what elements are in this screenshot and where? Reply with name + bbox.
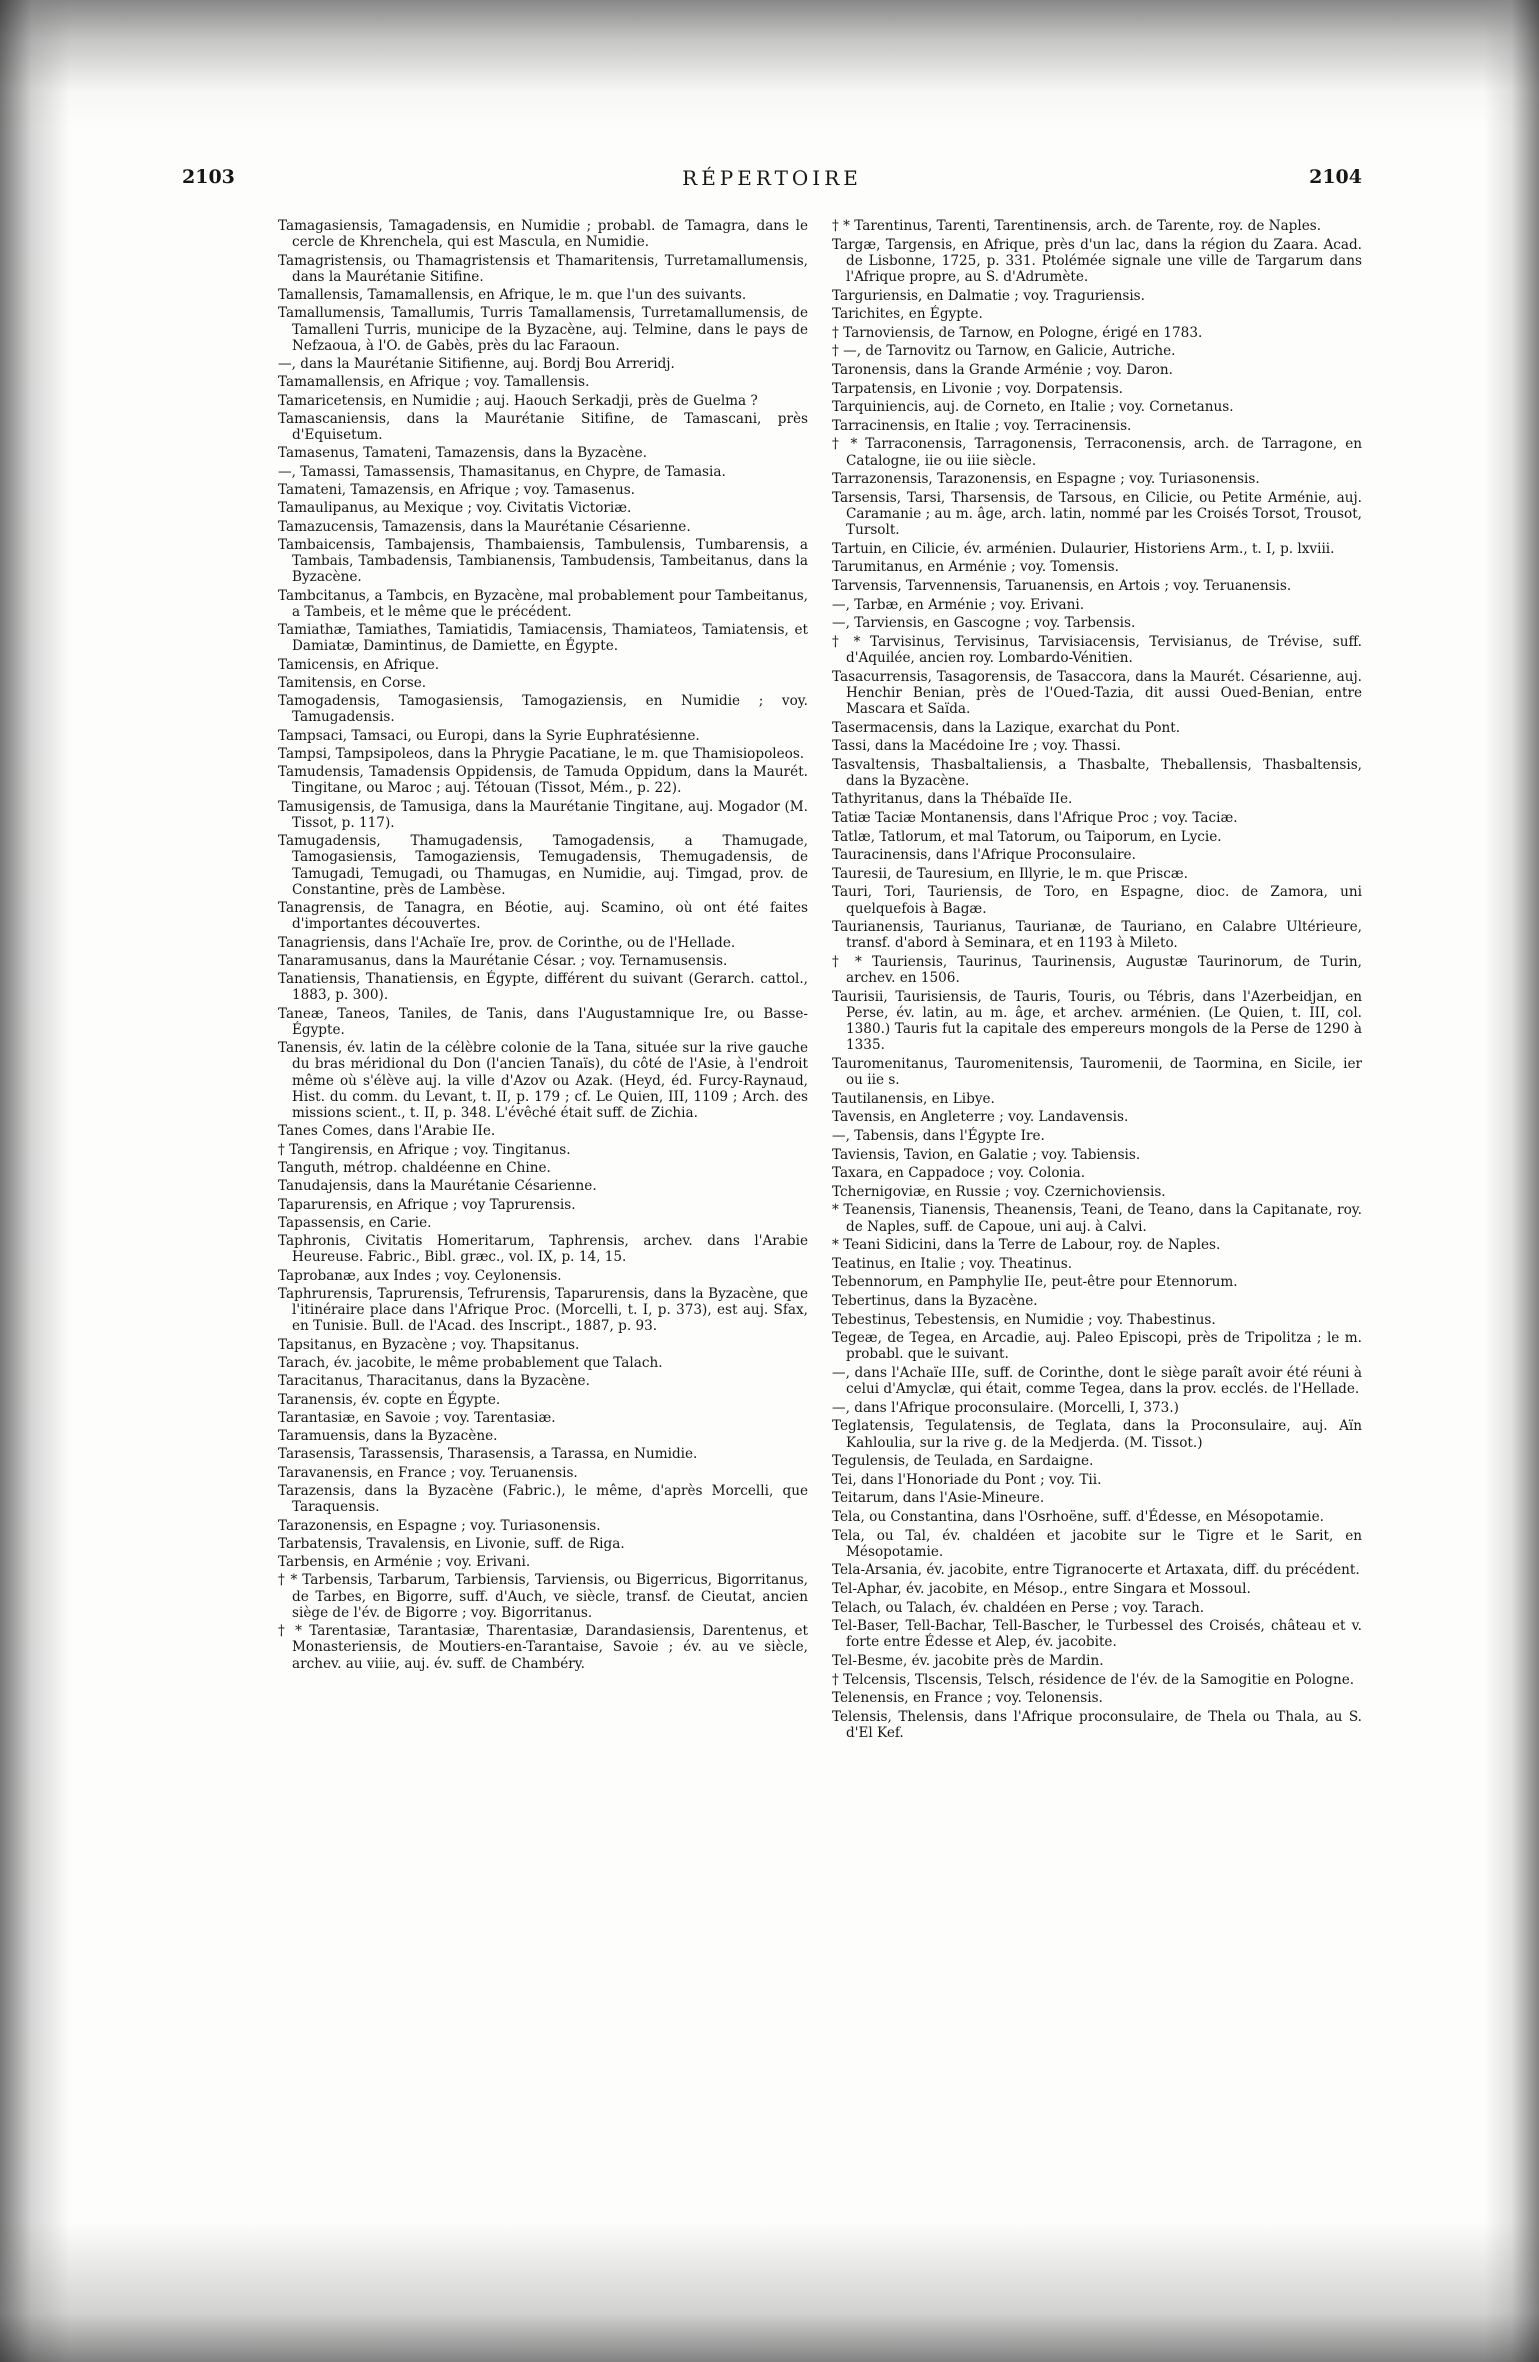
index-entry: Tchernigoviæ, en Russie ; voy. Czernichoviensis.: [832, 1183, 1166, 1200]
index-entry: Tel-Besme, év. jacobite près de Mardin.: [832, 1652, 1104, 1669]
index-entry: † * Tarraconensis, Tarragonensis, Terraconensis, arch. de Tarragone, en Catalogne, iie ou iiie siècle.: [832, 436, 1362, 469]
index-entry: Tarazensis, dans la Byzacène (Fabric.), le même, d'après Morcelli, que Taraquensis.: [278, 1483, 808, 1516]
index-entry: † * Tarvisinus, Tervisinus, Tarvisiacensis, Tervisianus, de Trévise, suff. d'Aquilée, ancien roy. Lombardo-Vénitien.: [832, 633, 1362, 666]
index-entry: Tatlæ, Tatlorum, et mal Tatorum, ou Taiporum, en Lycie.: [832, 828, 1222, 845]
page-header: [182, 166, 1362, 196]
index-entry: Tamogadensis, Tamogasiensis, Tamogaziensis, en Numidie ; voy. Tamugadensis.: [278, 693, 808, 726]
index-entry: Tebestinus, Tebestensis, en Numidie ; voy. Thabestinus.: [832, 1311, 1216, 1328]
scan-noise-right: [1484, 0, 1539, 2362]
index-entry: Tarasensis, Tarassensis, Tharasensis, a Tarassa, en Numidie.: [278, 1446, 698, 1463]
index-entry: † Tangirensis, en Afrique ; voy. Tingitanus.: [278, 1141, 571, 1158]
index-entry: † * Tarentasiæ, Tarantasiæ, Tharentasiæ, Darandasiensis, Darentenus, et Monasteriensis, de Moutiers-en-Tarantaise, Savoie ; év. au ve siècle, archev. au viiie, auj. év. suff. de Chambéry.: [278, 1623, 808, 1672]
index-entry: —, Tarviensis, en Gascogne ; voy. Tarbensis.: [832, 615, 1136, 632]
index-entry: Tauromenitanus, Tauromenitensis, Tauromenii, de Taormina, en Sicile, ier ou iie s.: [832, 1056, 1362, 1089]
index-entry: Tela-Arsania, év. jacobite, entre Tigranocerte et Artaxata, diff. du précédent.: [832, 1562, 1360, 1579]
index-entry: Taphronis, Civitatis Homeritarum, Taphrensis, archev. dans l'Arabie Heureuse. Fabric., Bibl. græc., vol. IX, p. 14, 15.: [278, 1233, 808, 1266]
index-entry: Tela, ou Tal, év. chaldéen et jacobite sur le Tigre et le Sarit, en Mésopotamie.: [832, 1527, 1362, 1560]
index-entry: Telach, ou Talach, év. chaldéen en Perse ; voy. Tarach.: [832, 1599, 1205, 1616]
index-entry: Tegulensis, de Teulada, en Sardaigne.: [832, 1453, 1094, 1470]
index-entry: Taviensis, Tavion, en Galatie ; voy. Tabiensis.: [832, 1146, 1141, 1163]
index-entry: Tamitensis, en Corse.: [278, 674, 427, 691]
page-number-right: 2104: [1309, 166, 1362, 188]
index-entry: Tamudensis, Tamadensis Oppidensis, de Tamuda Oppidum, dans la Maurét. Tingitane, ou Maroc ; auj. Tétouan (Tissot, Mém., p. 22).: [278, 764, 808, 797]
index-entry: Tauri, Tori, Tauriensis, de Toro, en Espagne, dioc. de Zamora, uni quelquefois à Bagæ.: [832, 884, 1362, 917]
index-entry: Taprobanæ, aux Indes ; voy. Ceylonensis.: [278, 1267, 562, 1284]
index-entry: Tampsaci, Tamsaci, ou Europi, dans la Syrie Euphratésienne.: [278, 727, 700, 744]
index-entry: † * Tarentinus, Tarenti, Tarentinensis, arch. de Tarente, roy. de Naples.: [832, 218, 1322, 234]
index-entry: Tanes Comes, dans l'Arabie IIe.: [278, 1123, 496, 1140]
index-entry: Tasacurrensis, Tasagorensis, de Tasaccora, dans la Maurét. Césarienne, auj. Henchir Benian, près de l'Oued-Tazia, dit aussi Oued-Benian, entre Mascara et Saïda.: [832, 668, 1362, 717]
index-entry: Tamiathæ, Tamiathes, Tamiatidis, Tamiacensis, Thamiateos, Tamiatensis, et Damiatæ, Damintinus, de Damiette, en Égypte.: [278, 622, 808, 655]
index-entry: Tanudajensis, dans la Maurétanie Césarienne.: [278, 1178, 597, 1195]
index-entry: Tamaricetensis, en Numidie ; auj. Haouch Serkadji, près de Guelma ?: [278, 392, 758, 409]
index-entry: Tanguth, métrop. chaldéenne en Chine.: [278, 1159, 551, 1176]
index-entry: Tatiæ Taciæ Montanensis, dans l'Afrique Proc ; voy. Taciæ.: [832, 810, 1238, 827]
index-entry: Tasvaltensis, Thasbaltaliensis, a Thasbalte, Theballensis, Thasbaltensis, dans la Byzacène.: [832, 756, 1362, 789]
index-entry: Tei, dans l'Honoriade du Pont ; voy. Tii.: [832, 1471, 1102, 1488]
scan-noise-left: [0, 0, 70, 2362]
index-entry: * Teanensis, Tianensis, Theanensis, Teani, de Teano, dans la Capitanate, roy. de Naples, suff. de Capoue, uni auj. à Calvi.: [832, 1202, 1362, 1235]
index-entry: Tamagristensis, ou Thamagristensis et Thamaritensis, Turretamallumensis, dans la Maurétanie Sitifine.: [278, 252, 808, 285]
index-entry: Tel-Aphar, év. jacobite, en Mésop., entre Singara et Mossoul.: [832, 1580, 1251, 1597]
index-entry: Tamaulipanus, au Mexique ; voy. Civitatis Victoriæ.: [278, 500, 632, 517]
index-entry: Tamicensis, en Afrique.: [278, 656, 440, 673]
index-entry: Tanaramusanus, dans la Maurétanie César. ; voy. Ternamusensis.: [278, 952, 728, 969]
index-entry: Tanagriensis, dans l'Achaïe Ire, prov. de Corinthe, ou de l'Hellade.: [278, 934, 736, 951]
index-entry: Tasermacensis, dans la Lazique, exarchat du Pont.: [832, 719, 1181, 736]
index-entry: Tarbatensis, Travalensis, en Livonie, suff. de Riga.: [278, 1535, 625, 1552]
index-entry: Tarpatensis, en Livonie ; voy. Dorpatensis.: [832, 380, 1124, 397]
index-entry: Tapassensis, en Carie.: [278, 1214, 432, 1231]
index-entry: —, Tamassi, Tamassensis, Thamasitanus, en Chypre, de Tamasia.: [278, 463, 726, 480]
index-entry: —, Tarbæ, en Arménie ; voy. Erivani.: [832, 596, 1085, 613]
index-entry: Tarach, év. jacobite, le même probablement que Talach.: [278, 1354, 663, 1371]
index-entry: * Teani Sidicini, dans la Terre de Labour, roy. de Naples.: [832, 1237, 1221, 1254]
index-entry: Tamasenus, Tamateni, Tamazensis, dans la Byzacène.: [278, 445, 647, 462]
index-entry: Tassi, dans la Macédoine Ire ; voy. Thassi.: [832, 738, 1121, 755]
scan-noise-top: [0, 0, 1539, 130]
index-entry: —, dans l'Afrique proconsulaire. (Morcelli, I, 373.): [832, 1399, 1179, 1416]
index-entry: Taurianensis, Taurianus, Taurianæ, de Tauriano, en Calabre Ultérieure, transf. d'abord à Seminara, et en 1193 à Mileto.: [832, 919, 1362, 952]
index-entry: Taravanensis, en France ; voy. Teruanensis.: [278, 1464, 578, 1481]
index-entry: Tampsi, Tampsipoleos, dans la Phrygie Pacatiane, le m. que Thamisiopoleos.: [278, 745, 805, 762]
index-entry: Tarazonensis, en Espagne ; voy. Turiasonensis.: [278, 1517, 601, 1534]
index-entry: Tauracinensis, dans l'Afrique Proconsulaire.: [832, 847, 1136, 864]
right-column: [832, 218, 1362, 1743]
scan-noise-bottom: [0, 2222, 1539, 2362]
index-entry: † * Tauriensis, Taurinus, Taurinensis, Augustæ Taurinorum, de Turin, archev. en 1506.: [832, 954, 1362, 987]
index-entry: Telensis, Thelensis, dans l'Afrique proconsulaire, de Thela ou Thala, au S. d'El Kef.: [832, 1708, 1362, 1741]
left-column: [278, 218, 808, 1674]
index-entry: Taurisii, Taurisiensis, de Tauris, Touris, ou Tébris, dans l'Azerbeidjan, en Perse, év. latin, au m. âge, et archev. arménien. (Le Quien, t. III, col. 1380.) Tauris fut la capitale des empereurs mongols de la Perse de 1290 à 1335.: [832, 988, 1362, 1054]
running-title: RÉPERTOIRE: [682, 166, 862, 190]
index-entry: Taronensis, dans la Grande Arménie ; voy. Daron.: [832, 361, 1173, 378]
index-entry: Tanatiensis, Thanatiensis, en Égypte, différent du suivant (Gerarch. cattol., 1883, p. 300).: [278, 971, 808, 1004]
index-entry: Tela, ou Constantina, dans l'Osrhoëne, suff. d'Édesse, en Mésopotamie.: [832, 1508, 1324, 1525]
index-entry: Tambcitanus, a Tambcis, en Byzacène, mal probablement pour Tambeitanus, a Tambeis, et le même que le précédent.: [278, 587, 808, 620]
index-entry: Taxara, en Cappadoce ; voy. Colonia.: [832, 1165, 1086, 1182]
index-entry: Tamateni, Tamazensis, en Afrique ; voy. Tamasenus.: [278, 481, 635, 498]
index-entry: Tartuin, en Cilicie, év. arménien. Dulaurier, Historiens Arm., t. I, p. lxviii.: [832, 540, 1335, 557]
index-entry: Taracitanus, Tharacitanus, dans la Byzacène.: [278, 1373, 590, 1390]
index-entry: Teatinus, en Italie ; voy. Theatinus.: [832, 1255, 1073, 1272]
index-entry: Tamallensis, Tamamallensis, en Afrique, le m. que l'un des suivants.: [278, 287, 747, 303]
index-entry: Taranensis, év. copte en Égypte.: [278, 1391, 501, 1408]
index-entry: Tautilanensis, en Libye.: [832, 1090, 995, 1107]
page-number-left: 2103: [182, 166, 235, 188]
index-entry: Taramuensis, dans la Byzacène.: [278, 1428, 498, 1445]
index-entry: Tapsitanus, en Byzacène ; voy. Thapsitanus.: [278, 1336, 580, 1353]
index-entry: Tebertinus, dans la Byzacène.: [832, 1292, 1038, 1309]
index-entry: Teitarum, dans l'Asie-Mineure.: [832, 1490, 1045, 1507]
index-entry: Tanagrensis, de Tanagra, en Béotie, auj. Scamino, où ont été faites d'importantes découvertes.: [278, 900, 808, 933]
index-entry: Tarbensis, en Arménie ; voy. Erivani.: [278, 1554, 531, 1571]
index-entry: Tamallumensis, Tamallumis, Turris Tamallamensis, Turretamallumensis, de Tamalleni Turris, municipe de la Byzacène, auj. Telmine, dans le pays de Nefzaoua, à l'O. de Gabès, près du lac Faraoun.: [278, 305, 808, 354]
index-entry: Tavensis, en Angleterre ; voy. Landavensis.: [832, 1109, 1129, 1126]
index-entry: —, dans la Maurétanie Sitifienne, auj. Bordj Bou Arreridj.: [278, 356, 675, 372]
index-entry: Tambaicensis, Tambajensis, Thambaiensis, Tambulensis, Tumbarensis, a Tambais, Tambadensis, Tambianensis, Tambudensis, Tambeitanus, dans la Byzacène.: [278, 536, 808, 586]
index-entry: Taparurensis, en Afrique ; voy Taprurensis.: [278, 1196, 576, 1213]
index-entry: † * Tarbensis, Tarbarum, Tarbiensis, Tarviensis, ou Bigerricus, Bigorritanus, de Tarbes, en Bigorre, suff. d'Auch, ve siècle, transf. de Cieutat, ancien siège de l'év. de Bigorre ; voy. Bigorritanus.: [278, 1572, 808, 1621]
index-entry: Tauresii, de Tauresium, en Illyrie, le m. que Priscæ.: [832, 865, 1188, 882]
index-entry: Tamamallensis, en Afrique ; voy. Tamallensis.: [278, 374, 590, 391]
index-entry: Tegeæ, de Tegea, en Arcadie, auj. Paleo Episcopi, près de Tripolitza ; le m. probabl. que le suivant.: [832, 1330, 1362, 1363]
index-entry: Tamascaniensis, dans la Maurétanie Sitifine, de Tamascani, près d'Equisetum.: [278, 410, 808, 444]
index-entry: Tamusigensis, de Tamusiga, dans la Maurétanie Tingitane, auj. Mogador (M. Tissot, p. 117).: [278, 798, 808, 831]
index-entry: † —, de Tarnovitz ou Tarnow, en Galicie, Autriche.: [832, 343, 1176, 360]
index-entry: Tarsensis, Tarsi, Tharsensis, de Tarsous, en Cilicie, ou Petite Arménie, auj. Caramanie ; au m. âge, arch. latin, nommé par les Croisés Torsot, Trousot, Tursolt.: [832, 489, 1362, 539]
index-entry: Tathyritanus, dans la Thébaïde IIe.: [832, 791, 1073, 808]
index-entry: —, Tabensis, dans l'Égypte Ire.: [832, 1128, 1045, 1145]
index-entry: Tarrazonensis, Tarazonensis, en Espagne ; voy. Turiasonensis.: [832, 471, 1260, 488]
index-entry: Tamugadensis, Thamugadensis, Tamogadensis, a Thamugade, Tamogasiensis, Tamogaziensis, Temugadensis, Themugadensis, de Tamugadi, Temugadi, ou Thamugas, en Numidie, auj. Timgad, prov. de Constantine, près de Lambèse.: [278, 833, 808, 898]
index-entry: Taneæ, Taneos, Taniles, de Tanis, dans l'Augustamnique Ire, ou Basse-Égypte.: [278, 1005, 808, 1038]
index-entry: Targæ, Targensis, en Afrique, près d'un lac, dans la région du Zaara. Acad. de Lisbonne, 1725, p. 331. Ptolémée signale une ville de Targarum dans l'Afrique propre, au S. d'Adrumète.: [832, 236, 1362, 285]
index-entry: Tarracinensis, en Italie ; voy. Terracinensis.: [832, 417, 1132, 434]
index-entry: Tarquiniencis, auj. de Corneto, en Italie ; voy. Cornetanus.: [832, 399, 1234, 416]
index-entry: Tebennorum, en Pamphylie IIe, peut-être pour Etennorum.: [832, 1274, 1238, 1291]
index-entry: Tamagasiensis, Tamagadensis, en Numidie ; probabl. de Tamagra, dans le cercle de Khrenchela, qui est Mascula, en Numidie.: [278, 218, 808, 251]
index-entry: † Telcensis, Tlscensis, Telsch, résidence de l'év. de la Samogitie en Pologne.: [832, 1671, 1355, 1688]
index-entry: Tamazucensis, Tamazensis, dans la Maurétanie Césarienne.: [278, 518, 691, 535]
index-entry: Tarichites, en Égypte.: [832, 306, 983, 323]
index-entry: Tanensis, év. latin de la célèbre colonie de la Tana, située sur la rive gauche du bras méridional du Don (l'ancien Tanaïs), du côté de l'Asie, à l'endroit même où s'élève auj. la ville d'Azov ou Azak. (Heyd, éd. Furcy-Raynaud, Hist. du comm. du Levant, t. II, p. 179 ; cf. Le Quien, III, 1109 ; Arch. des missions scient., t. II, p. 348. L'évêché était suff. de Zichia.: [278, 1040, 808, 1122]
index-entry: Targuriensis, en Dalmatie ; voy. Traguriensis.: [832, 287, 1145, 304]
index-entry: Teglatensis, Tegulatensis, de Teglata, dans la Proconsulaire, auj. Aïn Kahloulia, sur la rive g. de la Medjerda. (M. Tissot.): [832, 1418, 1362, 1451]
index-entry: Telenensis, en France ; voy. Telonensis.: [832, 1690, 1103, 1707]
index-entry: —, dans l'Achaïe IIIe, suff. de Corinthe, dont le siège paraît avoir été réuni à celui d'Amyclæ, qui était, comme Tegea, dans la prov. ecclés. de l'Hellade.: [832, 1364, 1362, 1398]
index-entry: † Tarnoviensis, de Tarnow, en Pologne, érigé en 1783.: [832, 324, 1203, 341]
index-entry: Tarumitanus, en Arménie ; voy. Tomensis.: [832, 559, 1119, 576]
index-entry: Taphrurensis, Taprurensis, Tefrurensis, Taparurensis, dans la Byzacène, que l'itinéraire place dans l'Afrique Proc. (Morcelli, t. I, p. 373), est auj. Sfax, en Tunisie. Bull. de l'Acad. des Inscript., 1887, p. 93.: [278, 1285, 808, 1335]
index-entry: Tel-Baser, Tell-Bachar, Tell-Bascher, le Turbessel des Croisés, château et v. forte entre Édesse et Alep, év. jacobite.: [832, 1618, 1362, 1651]
index-entry: Tarvensis, Tarvennensis, Taruanensis, en Artois ; voy. Teruanensis.: [832, 577, 1292, 594]
index-entry: Tarantasiæ, en Savoie ; voy. Tarentasiæ.: [278, 1409, 556, 1426]
